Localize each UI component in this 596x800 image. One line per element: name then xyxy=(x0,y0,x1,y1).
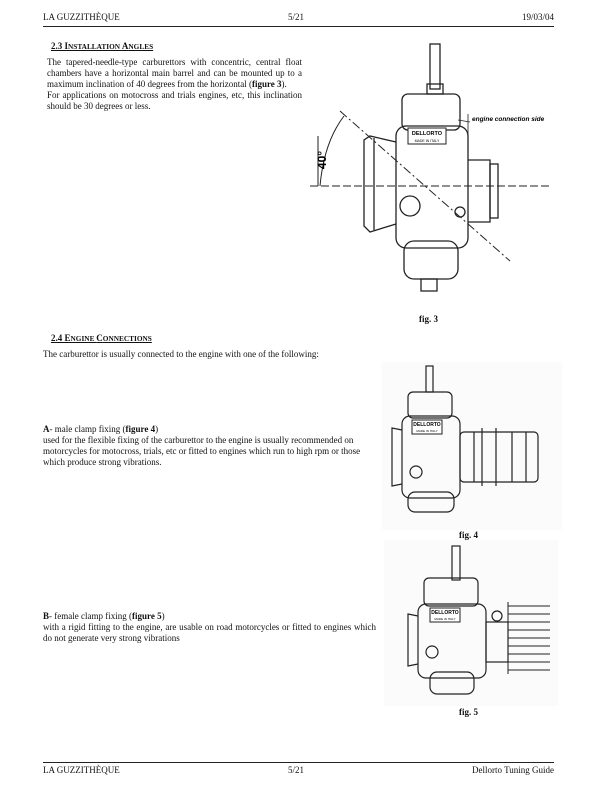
figure-4-caption: fig. 4 xyxy=(459,530,478,540)
item-a-description xyxy=(43,424,376,468)
footer-left: LA GUZZITHÈQUE xyxy=(43,765,120,775)
item-title: ) xyxy=(155,424,159,434)
figure-reference: figure 3 xyxy=(251,79,282,89)
item-body: with a rigid fitting to the engine, are usable on road motorcycles or fitted to engines which do not generate very strong vibrations xyxy=(43,622,376,643)
item-title: - male clamp fixing ( xyxy=(49,424,126,434)
header-date: 19/03/04 xyxy=(521,12,554,22)
figure-reference: figure 4 xyxy=(125,424,156,434)
section-2-4-title xyxy=(51,333,152,343)
title-cap: A xyxy=(121,41,129,51)
header-page-number: 5/21 xyxy=(288,12,305,22)
paragraph-text: ). xyxy=(281,79,287,89)
title-rest: NSTALLATION xyxy=(68,42,122,51)
section-number: 2.4 xyxy=(51,333,65,343)
engine-connection-callout: engine connection side xyxy=(472,116,545,123)
figure-4-brand: DELLORTO xyxy=(413,422,441,428)
figure-5-caption: fig. 5 xyxy=(459,707,478,717)
figure-4-made-in: MADE IN ITALY xyxy=(416,429,438,433)
figure-5-carburettor-drawing xyxy=(384,540,558,706)
header-left: LA GUZZITHÈQUE xyxy=(43,12,120,22)
title-cap: I xyxy=(64,41,69,51)
figure-4-carburettor-drawing xyxy=(382,362,562,530)
angle-label: 40° xyxy=(315,150,329,170)
header-rule xyxy=(43,26,554,27)
title-rest: ONNECTIONS xyxy=(102,334,152,343)
figure-5-brand: DELLORTO xyxy=(431,610,459,616)
paragraph-text: The tapered-needle-type carburettors with concentric, central float chambers have a horizontal main barrel and can be mounted up to a maximum inclination of 40 degrees from the horizontal ( xyxy=(47,57,302,89)
section-2-3-paragraph xyxy=(47,57,302,112)
footer-rule xyxy=(43,762,554,763)
figure-3-caption: fig. 3 xyxy=(419,314,438,324)
item-title: ) xyxy=(161,611,165,621)
figure-5-made-in: MADE IN ITALY xyxy=(434,617,456,621)
page-header xyxy=(43,12,554,26)
item-label: A xyxy=(43,424,50,434)
page-footer xyxy=(43,765,554,779)
item-body: used for the flexible fixing of the carburettor to the engine is usually recommended on motorcycles for motocross, trials, etc or fitted to engines which run to high rpm or those which produce strong vibrations. xyxy=(43,435,361,467)
figure-3-brand: DELLORTO xyxy=(411,131,443,137)
title-cap: E xyxy=(64,333,71,343)
section-2-4-intro: The carburettor is usually connected to the engine with one of the following: xyxy=(43,349,319,359)
title-cap: C xyxy=(96,333,103,343)
item-label: B xyxy=(43,611,50,621)
title-rest: NGLES xyxy=(128,42,154,51)
figure-reference: figure 5 xyxy=(131,611,162,621)
item-b-description xyxy=(43,611,376,644)
section-2-3-title xyxy=(51,41,153,51)
figure-3-carburettor-drawing xyxy=(300,36,560,306)
figure-3-made-in: MADE IN ITALY xyxy=(414,139,440,143)
section-number: 2.3 xyxy=(51,41,65,51)
item-title: - female clamp fixing ( xyxy=(49,611,132,621)
title-rest: NGINE xyxy=(70,334,97,343)
footer-doc-title: Dellorto Tuning Guide xyxy=(471,765,554,775)
footer-page-number: 5/21 xyxy=(288,765,305,775)
paragraph-text: For applications on motocross and trials engines, etc, this inclination should be 30 degrees or less. xyxy=(47,90,302,111)
